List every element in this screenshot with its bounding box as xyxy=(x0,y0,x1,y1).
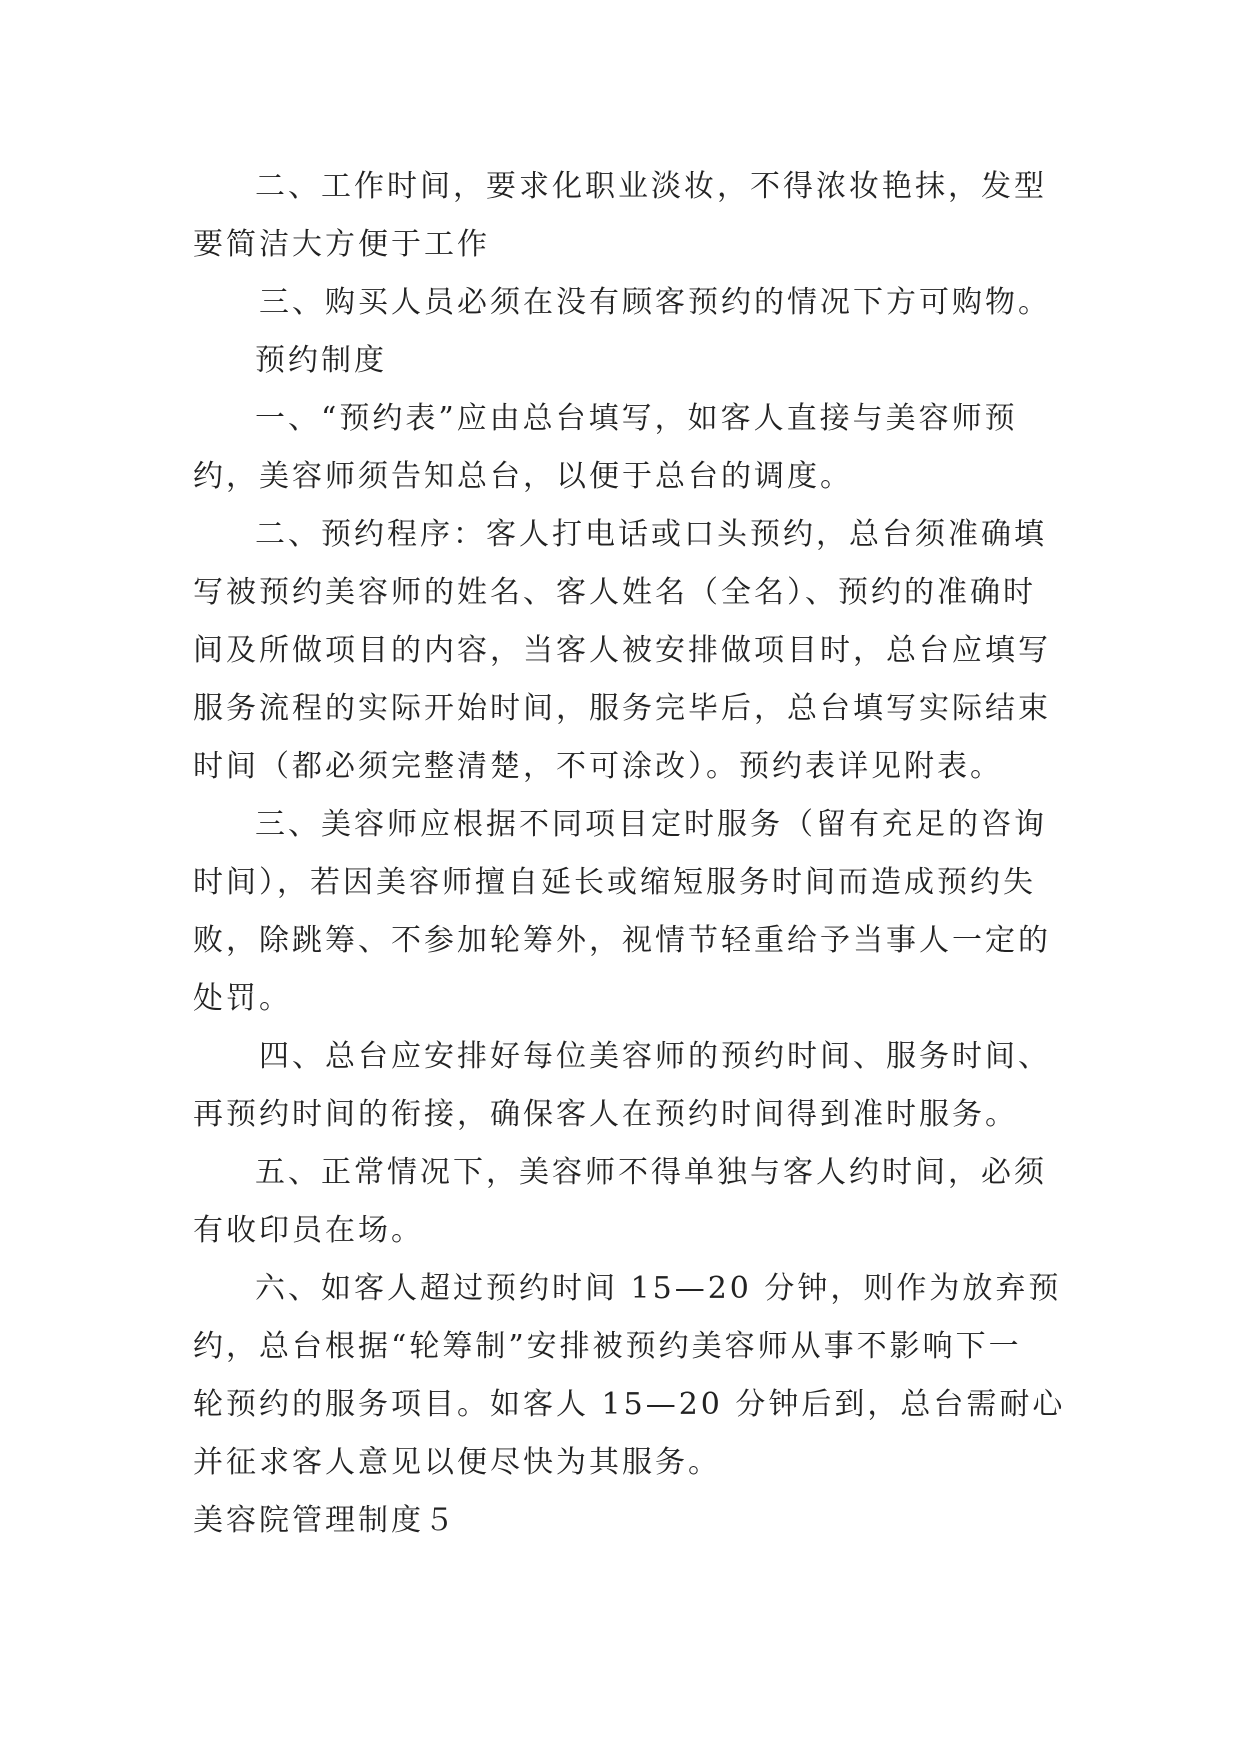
section-heading: 预约制度 xyxy=(255,343,387,378)
paragraph-line: 二、预约程序：客人打电话或口头预约，总台须准确填 xyxy=(255,517,1047,552)
paragraph-line: 有收印员在场。 xyxy=(193,1213,424,1248)
paragraph-line: 并征求客人意见以便尽快为其服务。 xyxy=(193,1445,721,1480)
paragraph-line: 五、正常情况下，美容师不得单独与客人约时间，必须 xyxy=(255,1155,1047,1190)
section-title: 美容院管理制度５ xyxy=(193,1503,457,1538)
paragraph-line: 时间（都必须完整清楚，不可涂改）。预约表详见附表。 xyxy=(193,749,1003,784)
paragraph-line: 三、购买人员必须在没有顾客预约的情况下方可购物。 xyxy=(259,285,1051,320)
paragraph-line: 再预约时间的衔接，确保客人在预约时间得到准时服务。 xyxy=(193,1097,1018,1132)
paragraph-line: 一、“预约表”应由总台填写，如客人直接与美容师预 xyxy=(255,401,1018,436)
paragraph-line: 约，美容师须告知总台，以便于总台的调度。 xyxy=(193,459,853,494)
paragraph-line: 二、工作时间，要求化职业淡妆，不得浓妆艳抹，发型 xyxy=(255,169,1047,204)
paragraph-line: 服务流程的实际开始时间，服务完毕后，总台填写实际结束 xyxy=(193,691,1051,726)
paragraph-line: 约，总台根据“轮筹制”安排被预约美容师从事不影响下一 xyxy=(193,1329,1022,1364)
paragraph-line: 六、如客人超过预约时间 15—20 分钟，则作为放弃预 xyxy=(255,1271,1062,1306)
paragraph-line: 轮预约的服务项目。如客人 15—20 分钟后到，总台需耐心 xyxy=(193,1387,1066,1422)
paragraph-line: 写被预约美容师的姓名、客人姓名（全名）、预约的准确时 xyxy=(193,575,1036,610)
paragraph-line: 间及所做项目的内容，当客人被安排做项目时，总台应填写 xyxy=(193,633,1051,668)
paragraph-line: 要简洁大方便于工作 xyxy=(193,227,490,262)
paragraph-line: 四、总台应安排好每位美容师的预约时间、服务时间、 xyxy=(259,1039,1051,1074)
paragraph-line: 时间），若因美容师擅自延长或缩短服务时间而造成预约失 xyxy=(193,865,1036,900)
document-body xyxy=(193,158,1066,1550)
paragraph-line: 三、美容师应根据不同项目定时服务（留有充足的咨询 xyxy=(255,807,1047,842)
paragraph-line: 败，除跳筹、不参加轮筹外，视情节轻重给予当事人一定的 xyxy=(193,923,1051,958)
paragraph-line: 处罚。 xyxy=(193,981,292,1016)
